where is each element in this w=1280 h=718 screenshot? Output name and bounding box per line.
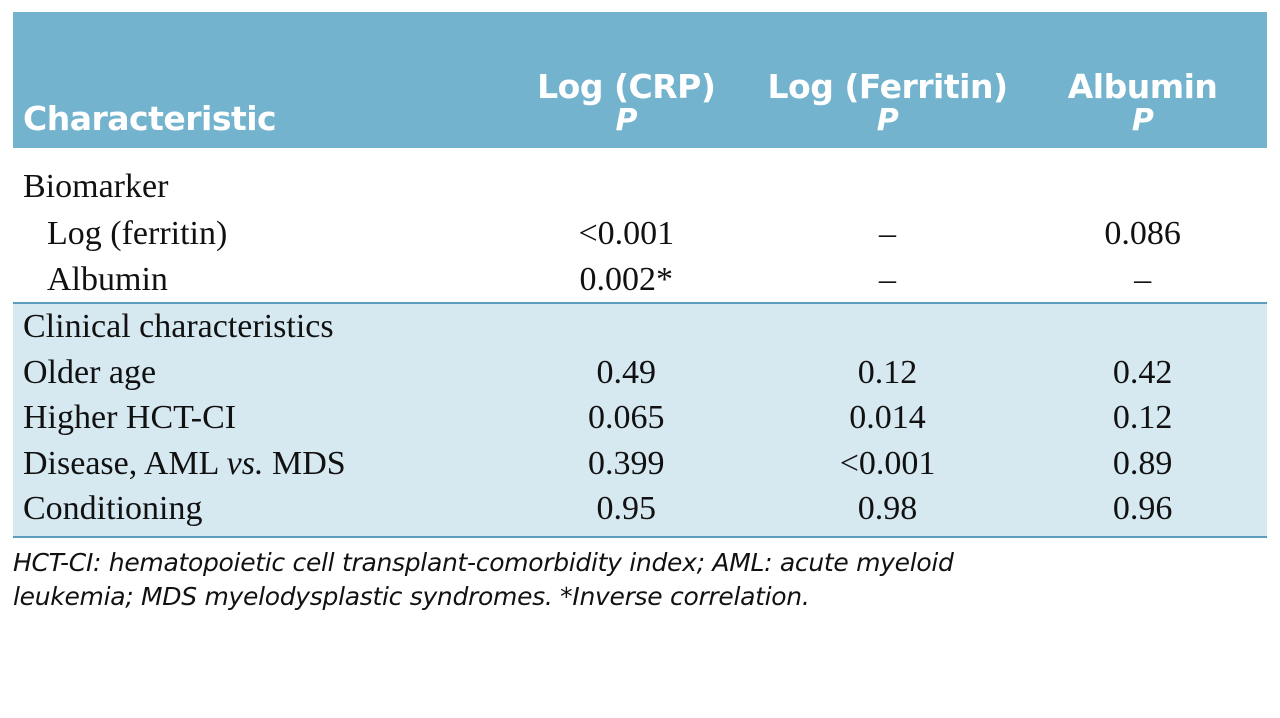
table-row	[13, 441, 1267, 486]
row-label: Higher HCT-CI	[13, 395, 496, 440]
row-label-part-2: MDS	[263, 444, 346, 482]
table-row	[13, 257, 1267, 303]
row-value-log-crp: 0.065	[496, 395, 757, 440]
column-header-log-crp-sub: P	[615, 103, 638, 139]
table-row	[13, 486, 1267, 535]
footnote-line-1: HCT-CI: hematopoietic cell transplant-comorbidity index; AML: acute myeloid	[13, 547, 954, 577]
row-value-log-ferritin: –	[757, 257, 1018, 303]
row-value-log-ferritin: 0.014	[757, 395, 1018, 440]
column-header-log-ferritin-label: Log (Ferritin)	[767, 66, 1008, 106]
column-header-albumin	[1018, 12, 1267, 148]
row-label: Older age	[13, 350, 496, 395]
column-header-characteristic	[13, 12, 496, 148]
row-value-log-crp: 0.95	[496, 486, 757, 535]
row-label: Log (ferritin)	[13, 211, 496, 256]
table-row	[13, 148, 1267, 211]
row-label: Biomarker	[13, 148, 496, 211]
table-header	[13, 12, 1267, 148]
row-label	[13, 441, 496, 486]
table-header-row	[13, 12, 1267, 148]
column-header-albumin-label: Albumin	[1067, 66, 1218, 106]
footnote-line-2: leukemia; MDS myelodysplastic syndromes. *Inverse correlation.	[13, 581, 810, 611]
column-header-albumin-sub: P	[1131, 103, 1154, 139]
row-label-part-italic: vs.	[226, 444, 264, 482]
row-value-albumin: 0.96	[1018, 486, 1267, 535]
row-value-albumin: 0.086	[1018, 211, 1267, 256]
row-value-log-ferritin: –	[757, 211, 1018, 256]
row-value-log-ferritin	[757, 148, 1018, 211]
table-row	[13, 350, 1267, 395]
column-header-log-crp-label: Log (CRP)	[537, 66, 716, 106]
row-label: Clinical characteristics	[13, 303, 496, 349]
row-value-log-ferritin: 0.12	[757, 350, 1018, 395]
results-table	[13, 12, 1267, 536]
table-row	[13, 211, 1267, 256]
results-table-container	[13, 12, 1267, 536]
row-value-log-ferritin: <0.001	[757, 441, 1018, 486]
row-value-albumin	[1018, 303, 1267, 349]
row-value-log-ferritin: 0.98	[757, 486, 1018, 535]
column-header-log-ferritin-sub: P	[876, 103, 899, 139]
row-value-log-crp: 0.399	[496, 441, 757, 486]
row-value-log-crp	[496, 303, 757, 349]
table-footnote	[13, 538, 1267, 614]
row-label: Conditioning	[13, 486, 496, 535]
column-header-characteristic-label: Characteristic	[23, 99, 277, 138]
row-value-log-crp: <0.001	[496, 211, 757, 256]
table-row	[13, 303, 1267, 349]
row-value-log-crp: 0.49	[496, 350, 757, 395]
row-value-albumin: 0.89	[1018, 441, 1267, 486]
row-value-albumin: 0.12	[1018, 395, 1267, 440]
row-value-albumin: –	[1018, 257, 1267, 303]
row-label: Albumin	[13, 257, 496, 303]
row-value-log-ferritin	[757, 303, 1018, 349]
column-header-log-crp	[496, 12, 757, 148]
table-row	[13, 395, 1267, 440]
row-value-albumin: 0.42	[1018, 350, 1267, 395]
row-value-log-crp	[496, 148, 757, 211]
column-header-log-ferritin	[757, 12, 1018, 148]
table-body	[13, 148, 1267, 536]
row-value-albumin	[1018, 148, 1267, 211]
row-value-log-crp: 0.002*	[496, 257, 757, 303]
row-label-part-1: Disease, AML	[23, 444, 227, 482]
